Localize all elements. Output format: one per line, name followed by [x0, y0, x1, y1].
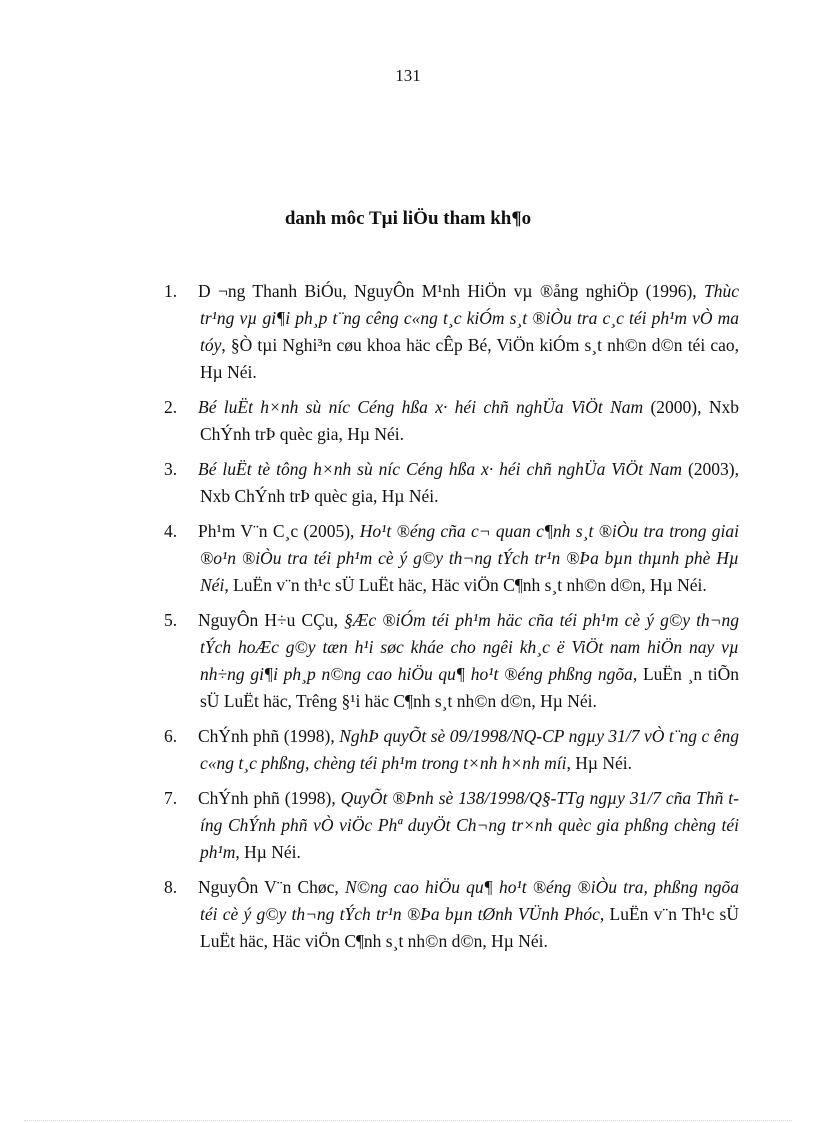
- reference-item: [133, 785, 739, 866]
- reference-title: Bé luËt h×nh sù níc Céng hßa x· héi chñ nghÜa ViÖt Nam: [198, 397, 644, 417]
- reference-text: , Hµ Néi.: [566, 753, 633, 773]
- page-number: 131: [395, 66, 421, 85]
- reference-text: (2000), Nxb ChÝnh trÞ quèc gia, Hµ Néi.: [200, 397, 739, 444]
- reference-title: Ho¹t ®éng cña c¬ quan c¶nh s¸t ®iÒu tra trong giai ®o¹n ®iÒu tra téi ph¹m cè ý g©y th¬ng tÝch tr¹n ®Þa bµn thµnh phè Hµ Néi: [200, 521, 739, 595]
- reference-number: 7.: [164, 788, 178, 808]
- reference-list: [133, 278, 739, 963]
- reference-item: [133, 394, 739, 448]
- reference-text: (2003), Nxb ChÝnh trÞ quèc gia, Hµ Néi.: [200, 459, 740, 506]
- reference-text: Ph¹m V¨n C¸c (2005),: [198, 521, 360, 541]
- reference-number: 2.: [164, 397, 178, 417]
- reference-text: D ¬ng Thanh BiÓu, NguyÔn M¹nh HiÖn vµ ®ång nghiÖp (1996),: [198, 281, 704, 301]
- reference-number: 6.: [164, 726, 178, 746]
- reference-title: NghÞ quyÕt sè 09/1998/NQ-CP ngµy 31/7 vÒ t¨ng c êng c«ng t¸c phßng, chèng téi ph¹m trong t×nh h×nh míi: [200, 726, 739, 773]
- reference-text: , LuËn v¨n th¹c sÜ LuËt häc, Häc viÖn C¶nh s¸t nh©n d©n, Hµ Néi.: [224, 575, 707, 595]
- reference-item: [133, 518, 739, 599]
- reference-text: ChÝnh phñ (1998),: [198, 726, 340, 746]
- reference-number: 3.: [164, 459, 178, 479]
- reference-item: [133, 607, 739, 715]
- reference-title: N©ng cao hiÖu qu¶ ho¹t ®éng ®iÒu tra, phßng ngõa téi cè ý g©y th¬ng tÝch tr¹n ®Þa bµn tØnh VÜnh Phóc: [200, 877, 739, 924]
- reference-item: [133, 456, 739, 510]
- reference-item: [133, 723, 739, 777]
- reference-title: Bé luËt tè tông h×nh sù níc Céng hßa x· héi chñ nghÜa ViÖt Nam: [198, 459, 683, 479]
- page-title: danh môc Tµi liÖu tham kh¶o: [284, 208, 532, 229]
- reference-text: , LuËn ¸n tiÕn sÜ LuËt häc, Trêng §¹i häc C¶nh s¸t nh©n d©n, Hµ Néi.: [200, 664, 739, 711]
- reference-text: , LuËn v¨n Th¹c sÜ LuËt häc, Häc viÖn C¶nh s¸t nh©n d©n, Hµ Néi.: [200, 904, 739, 951]
- reference-number: 1.: [164, 281, 178, 301]
- reference-number: 5.: [164, 610, 178, 630]
- reference-text: ChÝnh phñ (1998),: [198, 788, 341, 808]
- reference-item: [133, 278, 739, 386]
- reference-title: §Æc ®iÓm téi ph¹m häc cña téi ph¹m cè ý g©y th¬ng tÝch hoÆc g©y tæn h¹i søc kháe cho ngêi kh¸c ë ViÖt nam hiÖn nay vµ nh÷ng gi¶i ph¸p n©ng cao hiÖu qu¶ ho¹t ®éng phßng ngõa: [200, 610, 739, 684]
- reference-number: 4.: [164, 521, 178, 541]
- page-bottom-divider: [24, 1120, 792, 1121]
- reference-title: QuyÕt ®Þnh sè 138/1998/Q§-TTg ngµy 31/7 cña Thñ t íng ChÝnh phñ vÒ viÖc Phª duyÖt Ch¬ng tr×nh quèc gia phßng chèng téi ph¹m: [200, 788, 739, 862]
- reference-text: NguyÔn V¨n Chøc,: [198, 877, 345, 897]
- reference-item: [133, 874, 739, 955]
- reference-number: 8.: [164, 877, 178, 897]
- reference-text: NguyÔn H÷u CÇu,: [198, 610, 345, 630]
- reference-text: , Hµ Néi.: [235, 842, 301, 862]
- reference-title: Thùc tr¹ng vµ gi¶i ph¸p t¨ng cêng c«ng t¸c kiÓm s¸t ®iÒu tra c¸c téi ph¹m vÒ ma tóy: [200, 281, 739, 355]
- reference-text: , §Ò tµi Nghi³n cøu khoa häc cÊp Bé, ViÖn kiÓm s¸t nh©n d©n téi cao, Hµ Néi.: [200, 335, 739, 382]
